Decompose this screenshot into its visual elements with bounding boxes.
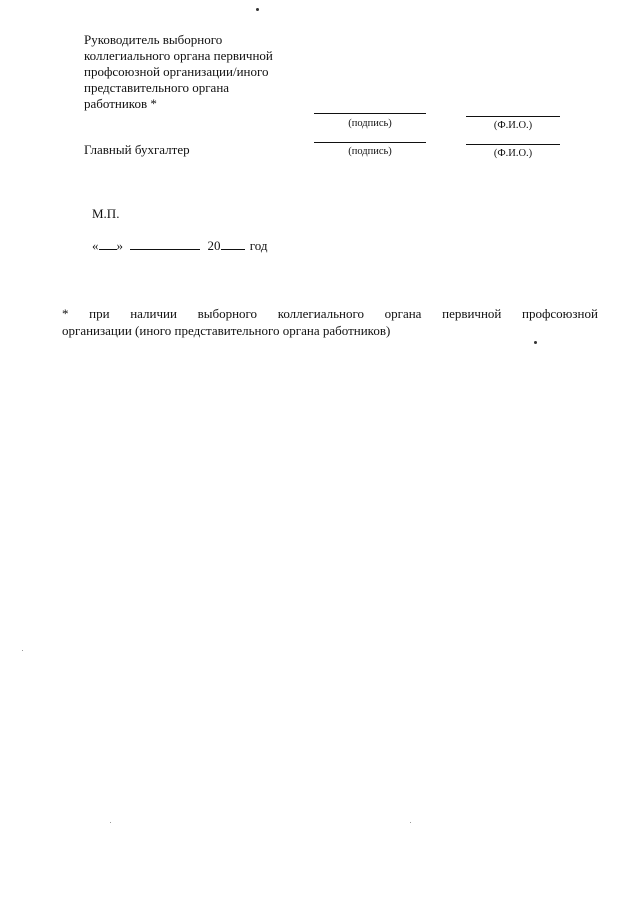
footnote-word: первичной <box>442 306 502 321</box>
footnote-line-2: организации (иного представительного органа работников) <box>62 323 391 338</box>
scan-speck <box>110 822 111 823</box>
footnote-word: выборного <box>197 306 258 321</box>
footnote <box>62 305 598 339</box>
footnote-word: коллегиального <box>277 306 364 321</box>
head-signature-caption: (подпись) <box>348 118 392 129</box>
accountant-name-line <box>466 144 560 145</box>
footnote-word: при <box>89 306 110 321</box>
footnote-word: профсоюзной <box>522 306 598 321</box>
head-name-line <box>466 116 560 117</box>
head-title-line: коллегиального органа первичной <box>84 48 273 63</box>
date-close-quote: » <box>116 238 123 253</box>
year-blank <box>221 238 245 250</box>
footnote-word: наличии <box>130 306 177 321</box>
scan-speck <box>410 822 411 823</box>
head-title-line: профсоюзной организации/иного <box>84 64 269 79</box>
head-signatory-title <box>84 32 314 112</box>
head-title-line: представительного органа <box>84 80 230 95</box>
scan-speck <box>256 8 259 11</box>
stamp-place-label: М.П. <box>92 206 120 221</box>
head-title-line: работников * <box>84 96 157 111</box>
accountant-title: Главный бухгалтер <box>84 142 190 157</box>
head-name-caption: (Ф.И.О.) <box>493 120 533 131</box>
day-blank <box>99 238 117 250</box>
accountant-signature-caption: (подпись) <box>348 146 392 157</box>
scan-speck <box>22 650 23 651</box>
date-open-quote: « <box>92 238 99 253</box>
month-blank <box>130 238 200 250</box>
year-suffix: год <box>249 238 268 253</box>
head-title-line: Руководитель выборного <box>84 32 223 47</box>
year-prefix: 20 <box>207 238 221 253</box>
footnote-word: * <box>62 306 69 321</box>
accountant-signature-line <box>314 142 426 143</box>
footnote-word: органа <box>384 306 422 321</box>
date-line <box>92 238 268 254</box>
scan-speck <box>534 341 537 344</box>
accountant-name-caption: (Ф.И.О.) <box>493 148 533 159</box>
head-signature-line <box>314 113 426 114</box>
footnote-line-1 <box>62 305 598 322</box>
